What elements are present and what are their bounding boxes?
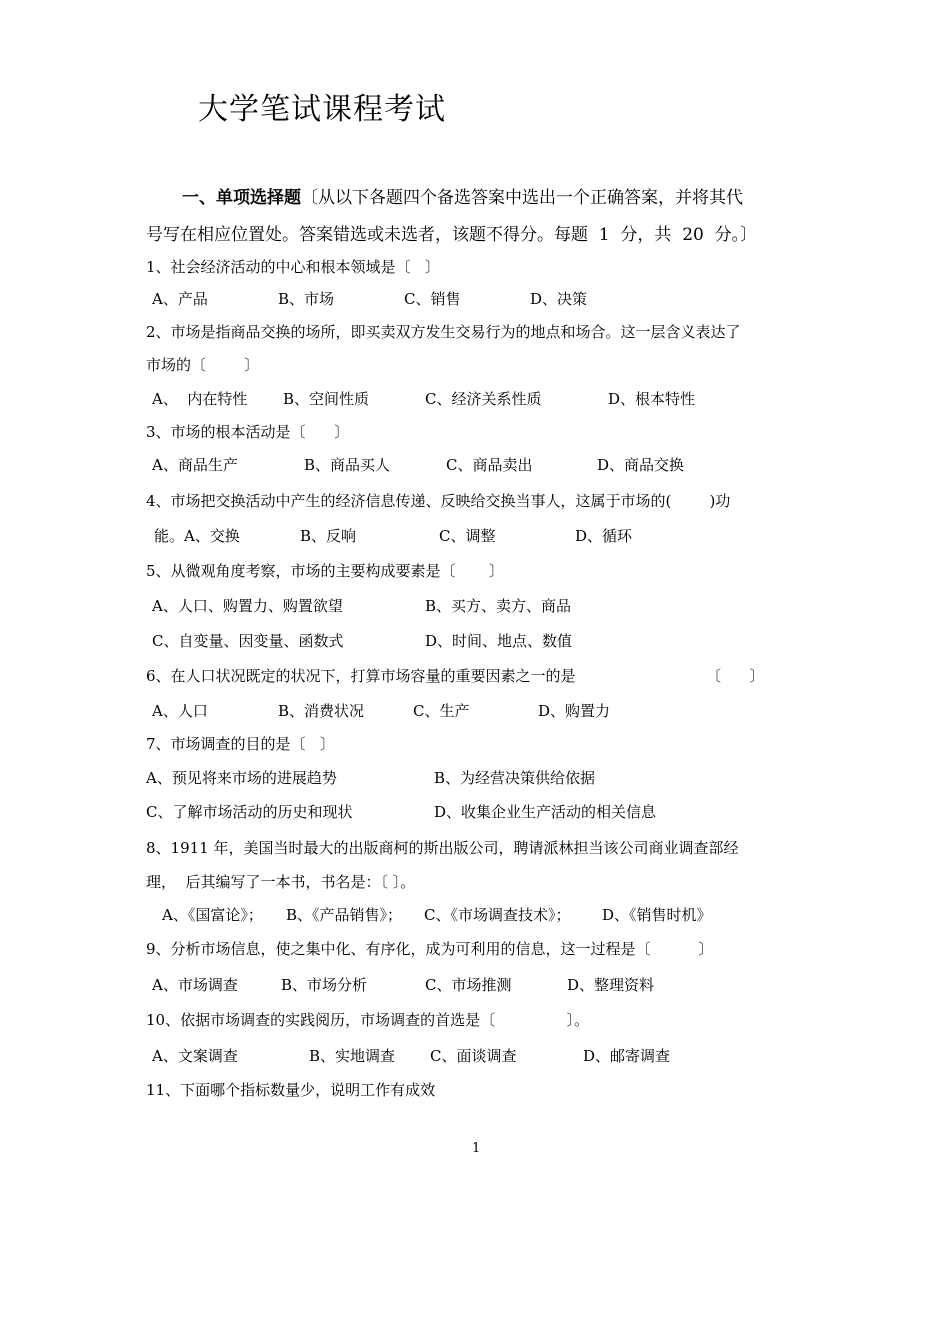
question-8-stem-2: 理， 后其编写了一本书，书名是：〔 〕。 [146, 873, 416, 891]
question-2-option-b: B、空间性质 [283, 390, 370, 408]
section-heading: 一、单项选择题 [182, 188, 301, 208]
question-2-option-a: A、 内在特性 [152, 390, 248, 408]
section-instruction-2: 号写在相应位置处。答案错选或未选者，该题不得分。每题 1 分，共 20 分。〕 [146, 225, 758, 245]
question-9-option-a: A、市场调查 [152, 976, 238, 994]
question-7-stem: 7、市场调查的目的是〔 〕 [146, 735, 335, 753]
question-5-option-d: D、时间、地点、数值 [425, 632, 573, 650]
question-6-option-b: B、消费状况 [278, 702, 365, 720]
question-9-stem: 9、分析市场信息，使之集中化、有序化，成为可利用的信息，这一过程是〔 〕 [146, 940, 714, 958]
question-4-stem-1: 4、市场把交换活动中产生的经济信息传递、反映给交换当事人，这属于市场的( )功 [146, 492, 731, 510]
question-5-option-a: A、人口、购置力、购置欲望 [152, 597, 343, 615]
question-6-answer-bracket: 〔 〕 [706, 667, 765, 685]
page-title: 大学笔试课程考试 [198, 92, 446, 127]
question-8-option-b: B、《产品销售》； [286, 906, 403, 924]
section-instruction-1: 〔从以下各题四个备选答案中选出一个正确答案，并将其代 [301, 188, 743, 208]
question-3-option-b: B、商品买人 [304, 456, 391, 474]
question-3-option-c: C、商品卖出 [446, 456, 533, 474]
question-4-option-a: 能。A、交换 [154, 527, 240, 545]
question-1-option-b: B、市场 [278, 290, 335, 308]
question-1-stem: 1、社会经济活动的中心和根本领域是〔 〕 [146, 258, 440, 276]
question-10-option-d: D、邮寄调查 [583, 1047, 671, 1065]
question-5-option-b: B、买方、卖方、商品 [425, 597, 572, 615]
question-7-option-d: D、收集企业生产活动的相关信息 [434, 803, 657, 821]
question-10-option-a: A、文案调查 [152, 1047, 238, 1065]
question-4-option-c: C、调整 [439, 527, 496, 545]
question-2-option-d: D、根本特性 [608, 390, 696, 408]
question-8-option-c: C、《市场调查技术》； [424, 906, 571, 924]
question-3-stem: 3、市场的根本活动是〔 〕 [146, 423, 350, 441]
question-10-option-c: C、面谈调查 [430, 1047, 517, 1065]
question-1-option-d: D、决策 [530, 290, 588, 308]
question-7-option-b: B、为经营决策供给依据 [434, 769, 596, 787]
question-5-option-c: C、自变量、因变量、函数式 [152, 632, 344, 650]
page-number: 1 [472, 1141, 481, 1156]
question-2-option-c: C、经济关系性质 [425, 390, 542, 408]
question-4-option-b: B、反响 [300, 527, 357, 545]
question-7-option-a: A、预见将来市场的进展趋势 [146, 769, 337, 787]
question-10-option-b: B、实地调查 [309, 1047, 396, 1065]
question-9-option-c: C、市场推测 [425, 976, 512, 994]
question-3-option-d: D、商品交换 [597, 456, 685, 474]
question-8-option-d: D、《销售时机》 [602, 906, 712, 924]
question-3-option-a: A、商品生产 [152, 456, 238, 474]
question-10-stem: 10、依据市场调查的实践阅历，市场调查的首选是〔 〕。 [146, 1011, 590, 1029]
question-6-option-d: D、购置力 [538, 702, 611, 720]
question-5-stem: 5、从微观角度考察，市场的主要构成要素是〔 〕 [146, 562, 504, 580]
question-6-option-a: A、人口 [152, 702, 208, 720]
question-1-option-c: C、销售 [404, 290, 461, 308]
section-heading-line [182, 186, 743, 210]
question-9-option-b: B、市场分析 [281, 976, 368, 994]
question-2-stem-1: 2、市场是指商品交换的场所，即买卖双方发生交易行为的地点和场合。这一层含义表达了 [146, 323, 741, 341]
question-6-stem: 6、在人口状况既定的状况下，打算市场容量的重要因素之一的是 [146, 667, 576, 685]
question-8-stem-1: 8、1911 年，美国当时最大的出版商柯的斯出版公司，聘请派林担当该公司商业调查部经 [146, 839, 739, 857]
question-9-option-d: D、整理资料 [567, 976, 655, 994]
question-6-option-c: C、生产 [413, 702, 470, 720]
question-7-option-c: C、了解市场活动的历史和现状 [146, 803, 353, 821]
question-4-option-d: D、循环 [575, 527, 633, 545]
question-2-stem-2: 市场的〔 〕 [146, 356, 260, 374]
question-8-option-a: A、《国富论》； [162, 906, 263, 924]
question-1-option-a: A、产品 [152, 290, 208, 308]
question-11-stem: 11、下面哪个指标数量少，说明工作有成效 [146, 1081, 436, 1099]
